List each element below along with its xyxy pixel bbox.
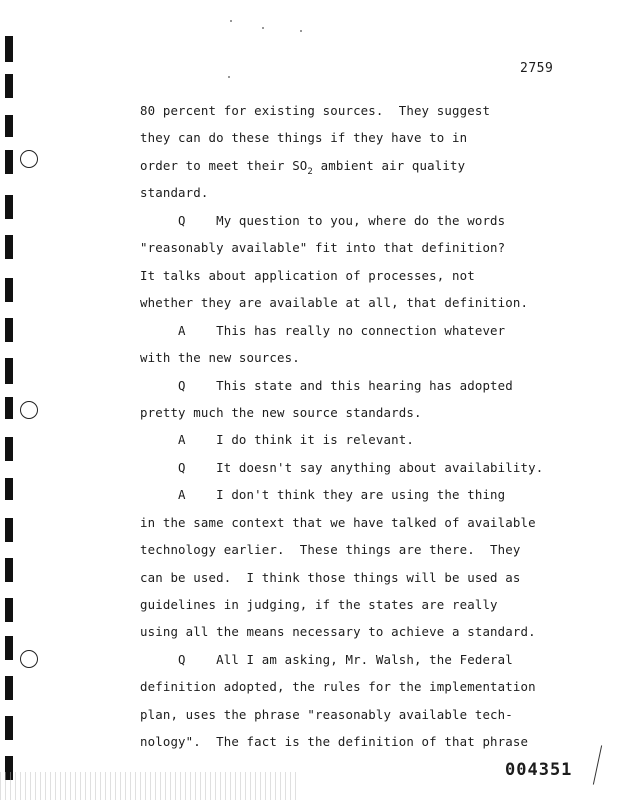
transcript-line: Q All I am asking, Mr. Walsh, the Federal: [140, 652, 513, 667]
transcript-line: nology". The fact is the definition of that phrase: [140, 734, 529, 749]
binder-mark: [5, 598, 13, 622]
binder-mark: [5, 318, 13, 342]
transcript-line: Q My question to you, where do the words: [140, 213, 506, 228]
binder-mark: [5, 150, 13, 174]
punch-hole: [20, 650, 38, 668]
punch-hole: [20, 401, 38, 419]
transcript-line: 80 percent for existing sources. They suggest: [140, 103, 491, 118]
transcript-line: guidelines in judging, if the states are really: [140, 597, 498, 612]
document-id-stamp: 004351: [505, 760, 573, 780]
binder-mark: [5, 358, 13, 384]
scan-speck: [228, 76, 230, 78]
scan-speck: [262, 27, 264, 29]
transcript-line: [140, 158, 465, 176]
binder-mark: [5, 518, 13, 542]
text-segment: ambient air quality: [313, 158, 466, 173]
binder-mark: [5, 195, 13, 219]
transcript-line: Q This state and this hearing has adopted: [140, 378, 513, 393]
binder-mark: [5, 716, 13, 740]
transcript-line: A I don't think they are using the thing: [140, 487, 506, 502]
transcript-line: plan, uses the phrase "reasonably available tech-: [140, 707, 513, 722]
binder-mark: [5, 36, 13, 62]
transcript-line: in the same context that we have talked of available: [140, 515, 536, 530]
binder-mark: [5, 115, 13, 137]
subscript: 2: [307, 167, 313, 177]
transcript-line: using all the means necessary to achieve a standard.: [140, 624, 536, 639]
margin-scribble: [593, 745, 602, 784]
scan-speck: [300, 30, 302, 32]
transcript-line: whether they are available at all, that definition.: [140, 295, 529, 310]
transcript-line: definition adopted, the rules for the implementation: [140, 679, 536, 694]
transcript-line: they can do these things if they have to in: [140, 130, 468, 145]
binder-mark: [5, 397, 13, 419]
transcript-line: can be used. I think those things will be used as: [140, 570, 521, 585]
transcript-line: A I do think it is relevant.: [140, 432, 414, 447]
scan-noise: [0, 772, 300, 800]
transcript-line: It talks about application of processes, not: [140, 268, 475, 283]
transcript-line: Q It doesn't say anything about availability.: [140, 460, 544, 475]
binder-mark: [5, 278, 13, 302]
transcript-line: "reasonably available" fit into that definition?: [140, 240, 506, 255]
punch-hole: [20, 150, 38, 168]
binder-mark: [5, 437, 13, 461]
scan-speck: [230, 20, 232, 22]
transcript-line: standard.: [140, 185, 209, 200]
transcript-line: A This has really no connection whatever: [140, 323, 506, 338]
binder-mark: [5, 558, 13, 582]
text-segment: order to meet their SO: [140, 158, 308, 173]
binder-mark: [5, 478, 13, 500]
transcript-line: pretty much the new source standards.: [140, 405, 422, 420]
page-number: 2759: [520, 61, 554, 76]
binder-mark: [5, 636, 13, 660]
transcript-line: with the new sources.: [140, 350, 300, 365]
binder-mark: [5, 235, 13, 259]
transcript-line: technology earlier. These things are there. They: [140, 542, 521, 557]
binder-mark: [5, 74, 13, 98]
binder-mark: [5, 676, 13, 700]
